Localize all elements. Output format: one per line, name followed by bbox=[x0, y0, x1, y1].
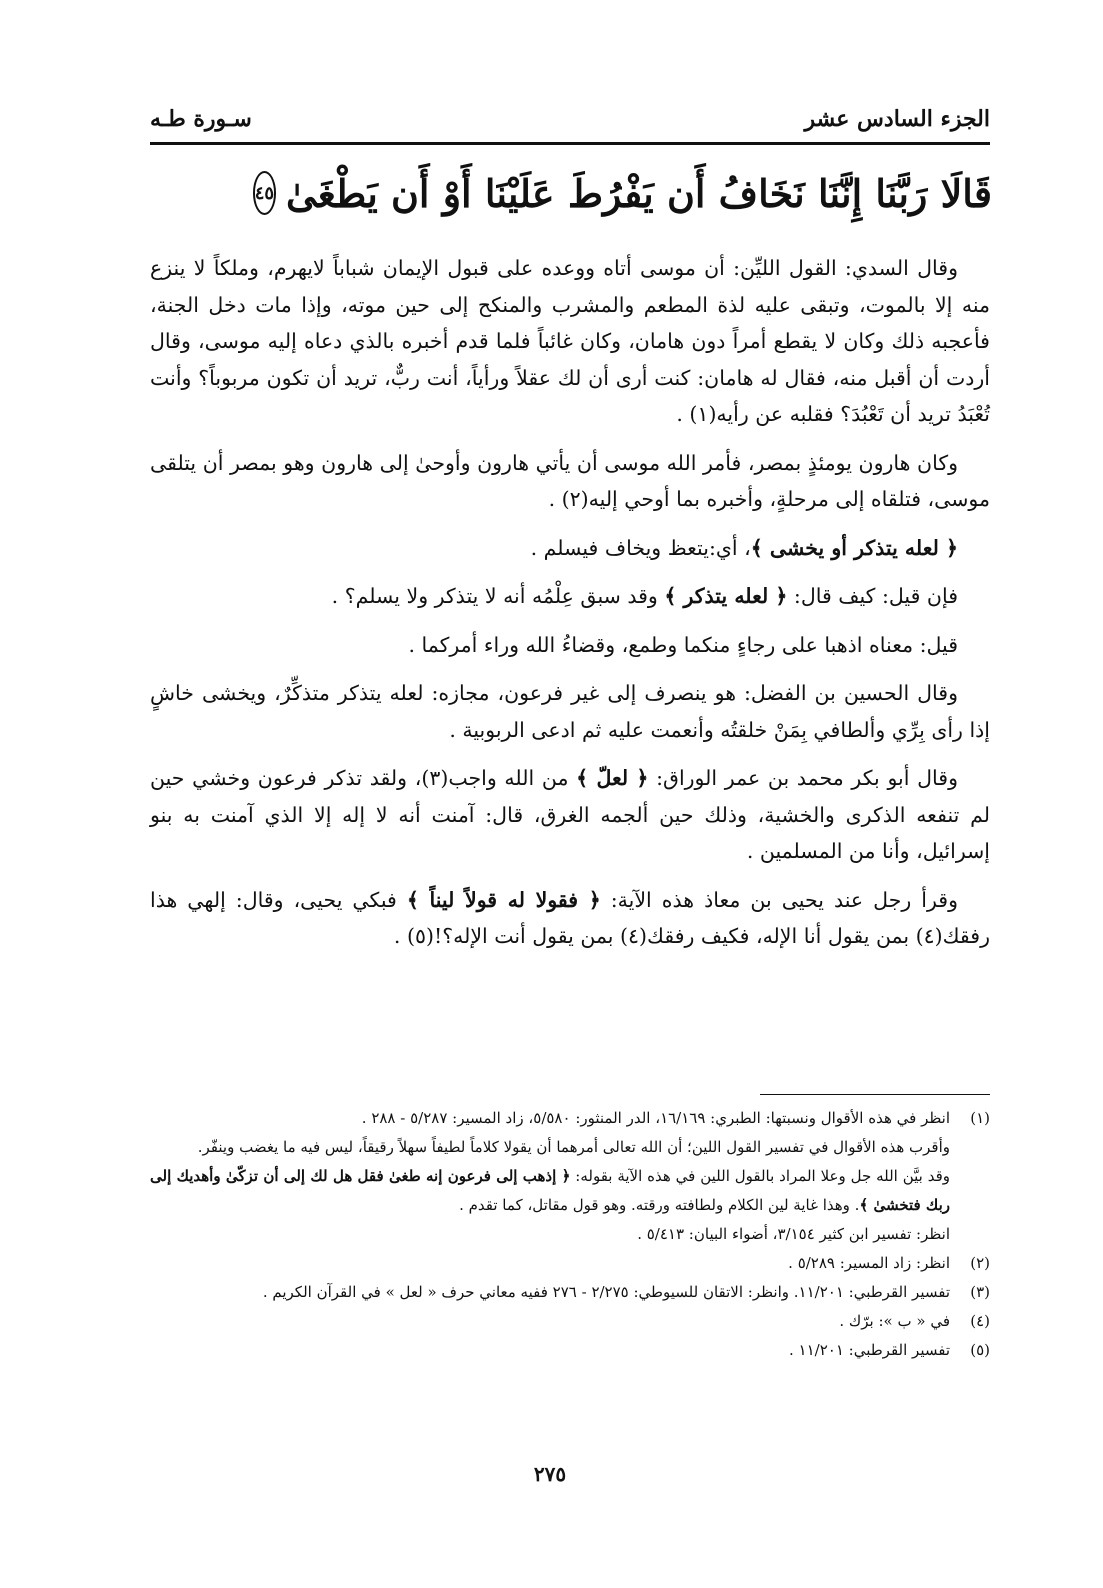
footnote-number: (٥) bbox=[970, 1341, 990, 1359]
paragraph-text: ، أي:يتعظ ويخاف فيسلم . bbox=[530, 535, 751, 560]
footnote-5 bbox=[150, 1336, 990, 1365]
paragraph: وقال السدي: القول الليِّن: أن موسى أتاه ووعده على قبول الإيمان شباباً لايهرم، وملكاً لا ينزع منه إلا بالموت، وتبقى عليه لذة المطعم والمشرب والمنكح إلى حين موته، وإذا مات دخل الجنة، فأعجبه ذلك وكان لا يقطع أمراً دون هامان، وكان غائباً فلما قدم أخبره بالذي دعاه إليه موسى، وقال أردت أن أقبل منه، فقال له هامان: كنت أرى أن لك عقلاً ورأياً، أنت ربٌّ، تريد أن تكون مربوباً؟ وأنت تُعْبَدُ تريد أن تَعْبُدَ؟ فقلبه عن رأيه(١) . bbox=[150, 256, 990, 426]
paragraph-text: وقد سبق عِلْمُه أنه لا يتذكر ولا يسلم؟ . bbox=[331, 584, 665, 608]
paragraph: وكان هارون يومئذٍ بمصر، فأمر الله موسى أن يأتي هارون وأوحىٰ إلى هارون وهو بمصر أن يتلقى موسى، فتلقاه إلى مرحلةٍ، وأخبره بما أوحي إليه(٢) . bbox=[150, 450, 990, 511]
paragraph: قيل: معناه اذهبا على رجاءٍ منكما وطمع، وقضاءُ الله وراء أمركما . bbox=[408, 632, 958, 657]
header-surah-title: سـورة طـه bbox=[150, 106, 252, 132]
footnotes bbox=[150, 1104, 990, 1365]
paragraph: وقال الحسين بن الفضل: هو ينصرف إلى غير فرعون، مجازه: لعله يتذكر متذكِّرٌ، ويخشى خاشٍ إذا رأى بِرِّي وألطافي بِمَنْ خلقتُه وأنعمت عليه ثم ادعى الربوبية . bbox=[150, 681, 990, 742]
running-header bbox=[150, 92, 990, 132]
verse-text: قَالَا رَبَّنَا إِنَّنَا نَخَافُ أَن يَفْرُطَ عَلَيْنَا أَوْ أَن يَطْغَىٰ bbox=[286, 170, 992, 216]
quran-quote: ﴿ لعلّ ﴾ bbox=[576, 766, 649, 790]
ayah-number: ٤٥ bbox=[254, 182, 275, 204]
footnote-text: انظر: زاد المسير: ٥/٢٨٩ . bbox=[788, 1254, 950, 1272]
page-number: ٢٧٥ bbox=[533, 1462, 567, 1486]
commentary-body bbox=[150, 250, 990, 967]
paragraph-text: فإن قيل: كيف قال: bbox=[787, 584, 958, 608]
footnote-number: (٣) bbox=[970, 1283, 990, 1301]
footnote-number: (٢) bbox=[970, 1254, 990, 1272]
footnote-text: في « ب »: برّك . bbox=[839, 1312, 950, 1330]
paragraph-text: فبكي يحيى، وقال: إلهي هذا رفقك(٤) بمن يقول أنا الإله، فكيف رفقك(٤) بمن يقول أنت الإله؟!(٥) . bbox=[150, 887, 990, 948]
paragraph bbox=[150, 760, 990, 870]
footnote-2 bbox=[150, 1249, 990, 1278]
footnote-3 bbox=[150, 1278, 990, 1307]
footnote-number: (١) bbox=[970, 1109, 990, 1127]
footnote-line: انظر: تفسير ابن كثير ٣/١٥٤، أضواء البيان: ٥/٤١٣ . bbox=[637, 1225, 950, 1243]
paragraph bbox=[150, 882, 990, 955]
paragraph bbox=[150, 578, 990, 615]
footnote-line-text: وقد بيَّن الله جل وعلا المراد بالقول اللين في هذه الآية بقوله: bbox=[570, 1167, 951, 1185]
paragraph-text: وقرأ رجل عند يحيى بن معاذ هذه الآية: bbox=[600, 887, 958, 912]
paragraph-text: من الله واجب(٣)، ولقد تذكر فرعون وخشي حين لم تنفعه الذكرى والخشية، وذلك حين ألجمه الغرق، قال: آمنت أنه لا إله إلا الذي آمنت به بنو إسرائيل، وأنا من المسلمين . bbox=[150, 766, 990, 863]
footnote-1 bbox=[150, 1104, 990, 1249]
ayah-number-marker bbox=[253, 171, 276, 215]
quran-quote: ﴿ لعله يتذكر أو يخشى ﴾ bbox=[750, 535, 958, 560]
footnote-line: وأقرب هذه الأقوال في تفسير القول اللين؛ أن الله تعالى أمرهما أن يقولا كلاماً لطيفاً سهلاً رقيقاً، ليس فيه ما يغضب وينفّر. bbox=[197, 1138, 950, 1156]
header-divider bbox=[150, 142, 990, 145]
footnote-4 bbox=[150, 1307, 990, 1336]
footnote-line-text: . وهذا غاية لين الكلام ولطافته ورقته. وهو قول مقاتل، كما تقدم . bbox=[459, 1196, 860, 1214]
footnote-text: تفسير القرطبي: ١١/٢٠١. وانظر: الاتقان للسيوطي: ٢/٢٧٥ - ٢٧٦ ففيه معاني حرف « لعل » في القرآن الكريم . bbox=[262, 1283, 950, 1301]
quran-quote: ﴿ فقولا له قولاً ليناً ﴾ bbox=[406, 887, 601, 912]
quran-verse bbox=[254, 160, 992, 226]
footnote-line: انظر في هذه الأقوال ونسبتها: الطبري: ١٦/١٦٩، الدر المنثور: ٥/٥٨٠، زاد المسير: ٥/٢٨٧ - ٢٨٨ . bbox=[361, 1109, 950, 1127]
footnote-text bbox=[150, 1104, 950, 1249]
footnote-number: (٤) bbox=[970, 1312, 990, 1330]
header-part-title: الجزء السادس عشر bbox=[804, 106, 990, 132]
quran-quote: ﴿ لعله يتذكر ﴾ bbox=[664, 584, 788, 608]
quran-quote: ﴿ إذهب إلى فرعون إنه طغىٰ فقل هل لك إلى أن تزكّىٰ وأهديك إلى ربك فتخشىٰ ﴾ bbox=[150, 1167, 950, 1214]
footnote-divider bbox=[760, 1094, 990, 1095]
paragraph bbox=[150, 530, 990, 567]
paragraph-text: وقال أبو بكر محمد بن عمر الوراق: bbox=[648, 766, 958, 790]
footnote-line bbox=[150, 1162, 950, 1220]
footnote-text: تفسير القرطبي: ١١/٢٠١ . bbox=[789, 1341, 950, 1359]
